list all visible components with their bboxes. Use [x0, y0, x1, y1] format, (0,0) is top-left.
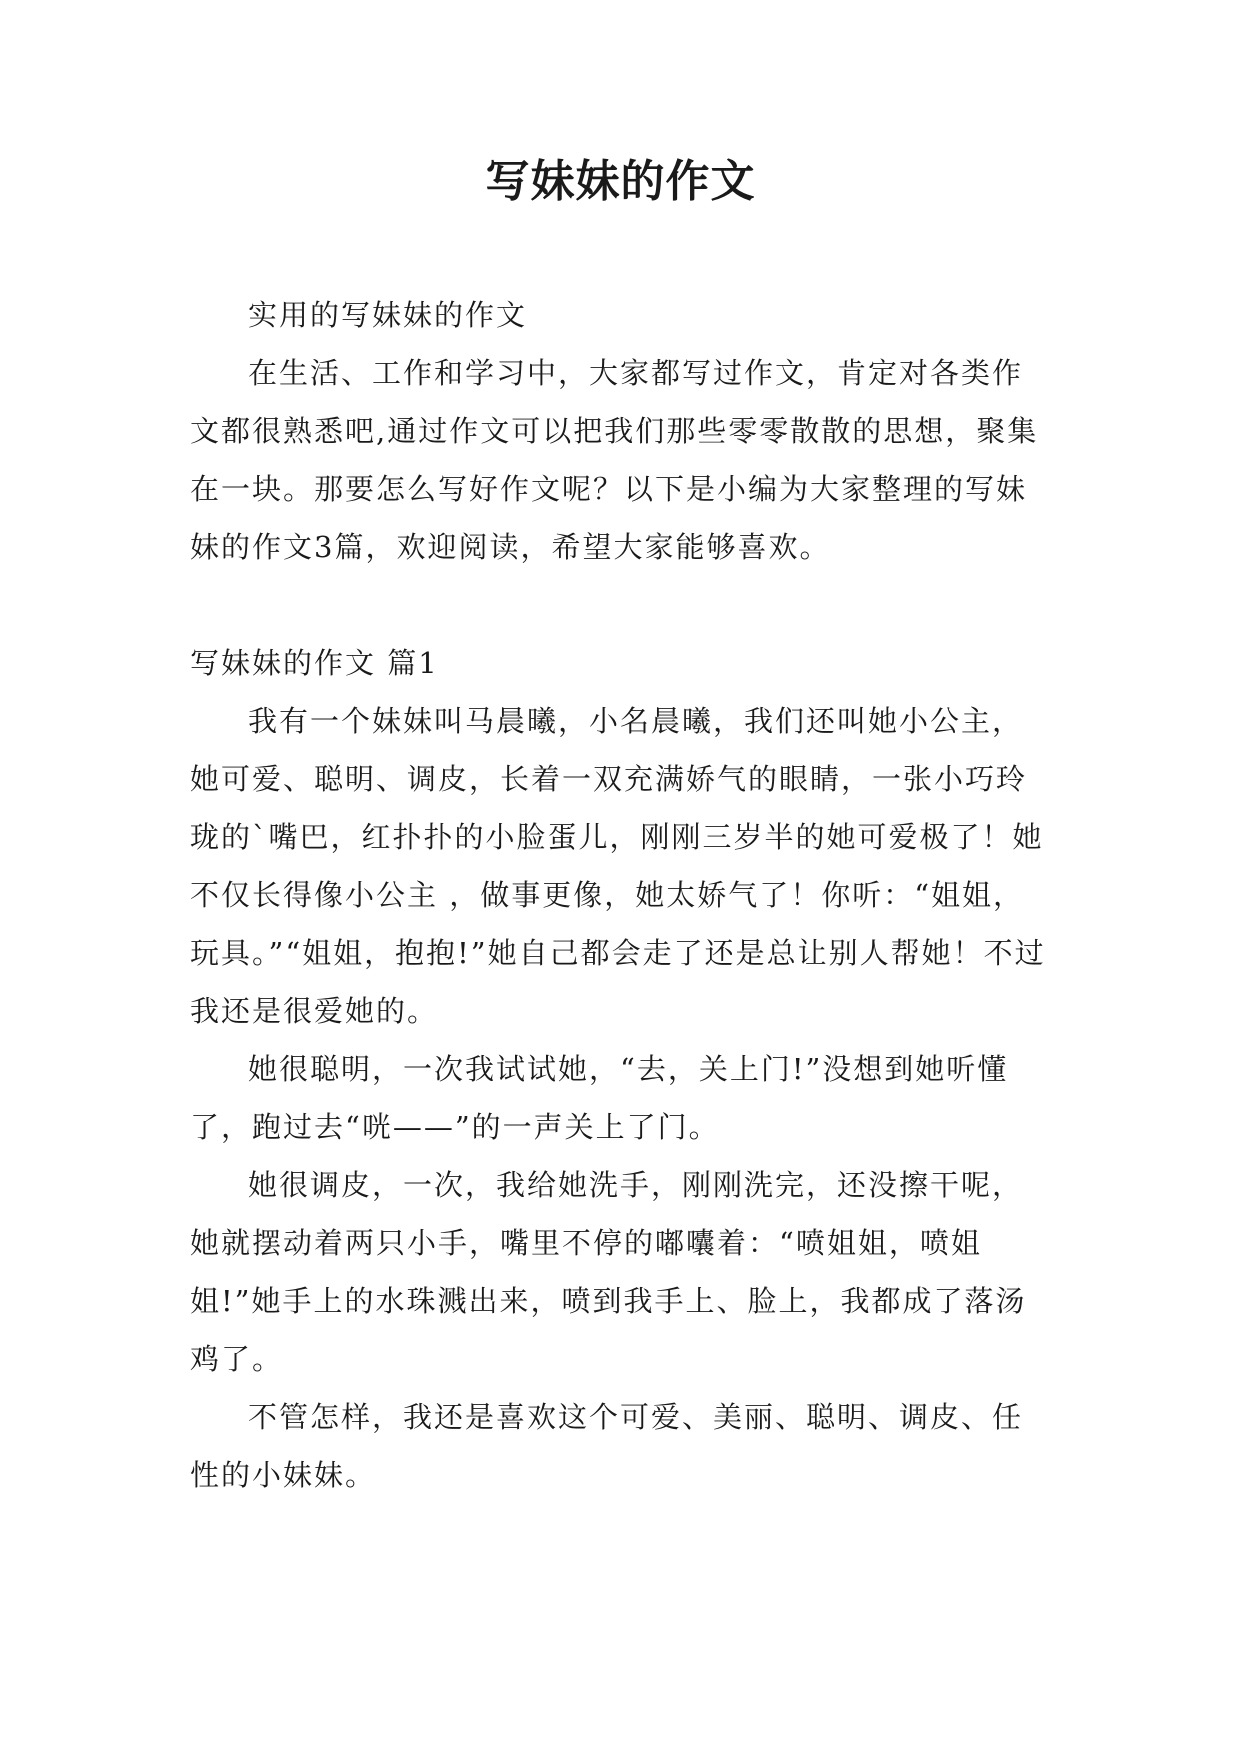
- document-subtitle: 实用的写妹妹的作文: [248, 298, 528, 332]
- section-paragraph: 她很调皮，一次，我给她洗手，刚刚洗完，还没擦干呢，她就摆动着两只小手，嘴里不停的嘟囔着：“喷姐姐，喷姐姐!”她手上的水珠溅出来，喷到我手上、脸上，我都成了落汤鸡了。: [190, 1168, 1027, 1376]
- section-spacer: [190, 576, 1050, 634]
- section-paragraph: 她很聪明，一次我试试她，“去，关上门!”没想到她听懂了，跑过去“咣——”的一声关上了门。: [190, 1052, 1009, 1144]
- document-title: 写妹妹的作文: [485, 156, 756, 207]
- intro-paragraph: 在生活、工作和学习中，大家都写过作文，肯定对各类作文都很熟悉吧,通过作文可以把我们那些零零散散的思想，聚集在一块。那要怎么写好作文呢？以下是小编为大家整理的写妹妹的作文3篇，欢迎阅读，希望大家能够喜欢。: [190, 356, 1039, 564]
- document-body: [190, 286, 1050, 1504]
- section-heading: 写妹妹的作文 篇1: [190, 646, 439, 680]
- section-paragraph: 我有一个妹妹叫马晨曦，小名晨曦，我们还叫她小公主，她可爱、聪明、调皮，长着一双充满娇气的眼睛，一张小巧玲珑的`嘴巴，红扑扑的小脸蛋儿，刚刚三岁半的她可爱极了！她不仅长得像小公主 ，做事更像，她太娇气了！你听：“姐姐，玩具。”“姐姐，抱抱!”她自己都会走了还是总让别人帮她！不过我还是很爱她的。: [190, 704, 1046, 1028]
- section-paragraph: 不管怎样，我还是喜欢这个可爱、美丽、聪明、调皮、任性的小妹妹。: [190, 1400, 1024, 1492]
